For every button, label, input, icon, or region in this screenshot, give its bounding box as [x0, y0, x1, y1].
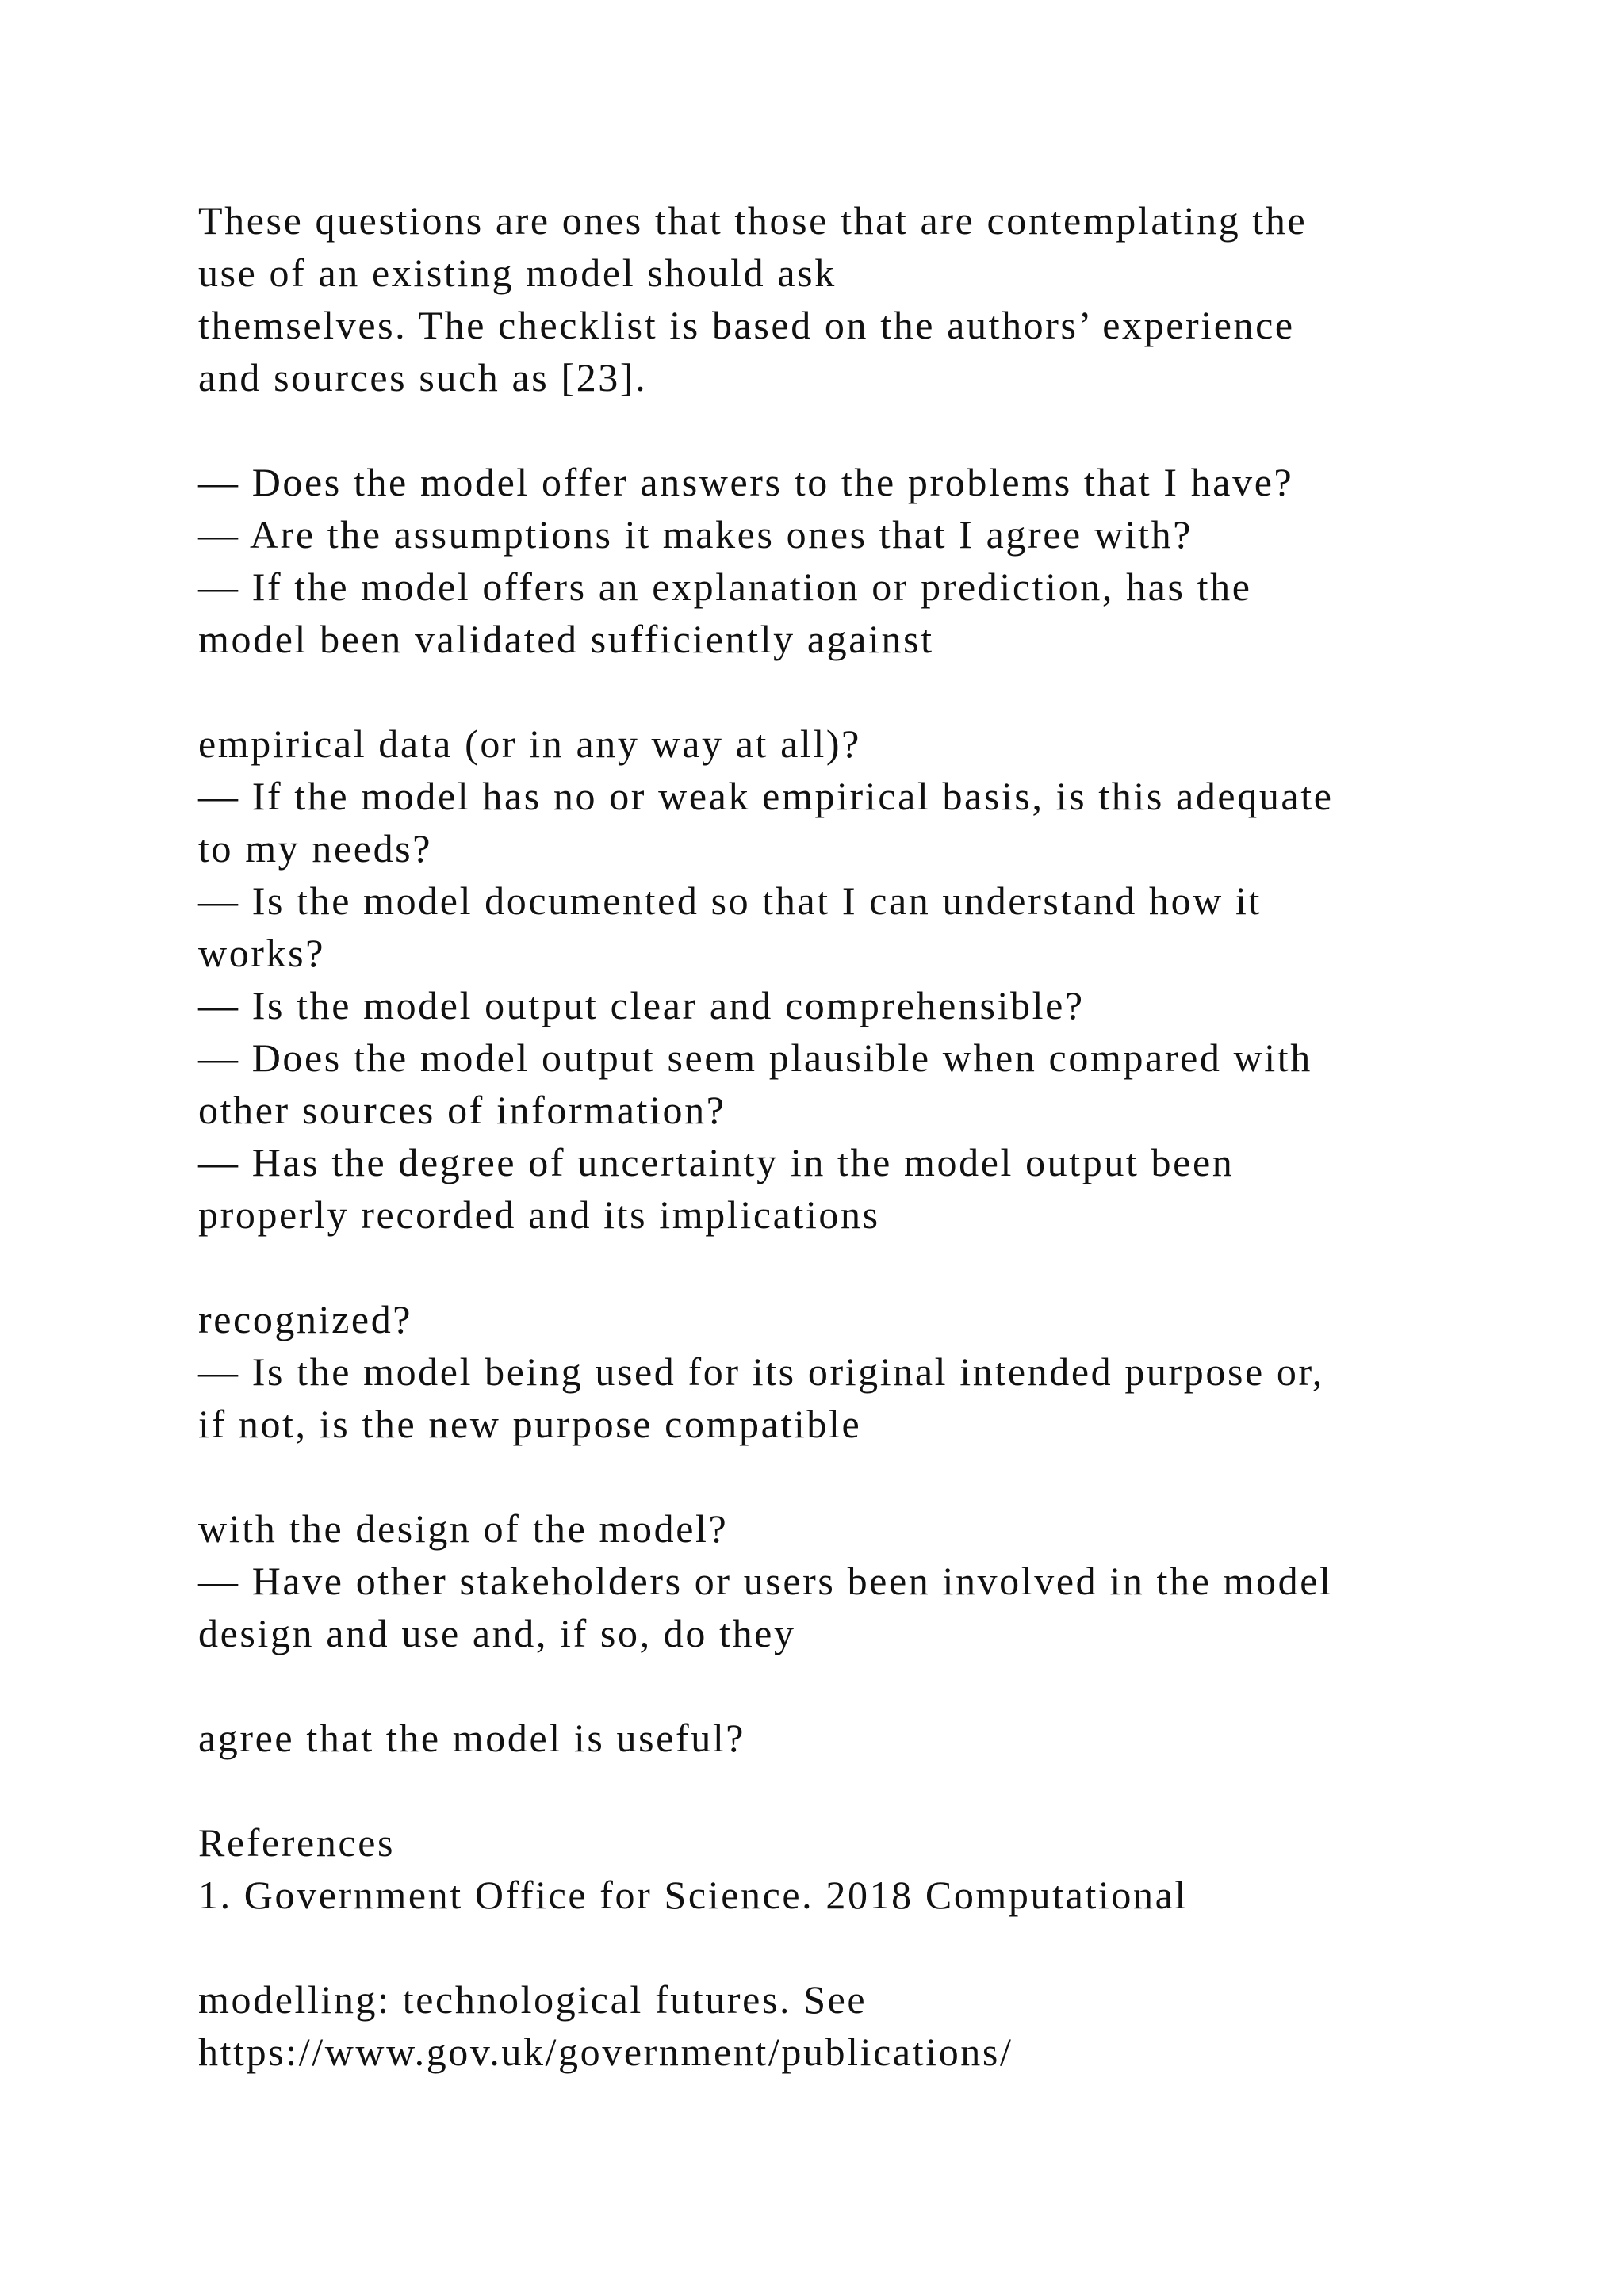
text-line: recognized?: [198, 1297, 413, 1341]
checklist-item: — Has the degree of uncertainty in the model output been: [198, 1140, 1235, 1184]
text-line: themselves. The checklist is based on the authors’ experience: [198, 303, 1295, 347]
reference-entry: modelling: technological futures. See: [198, 1977, 868, 2022]
checklist-item: — Is the model being used for its original intended purpose or,: [198, 1349, 1324, 1394]
checklist-item: — Have other stakeholders or users been involved in the model: [198, 1559, 1333, 1603]
text-line: properly recorded and its implications: [198, 1192, 880, 1237]
reference-url: https://www.gov.uk/government/publications/: [198, 2030, 1013, 2074]
blank-line: [198, 1659, 1467, 1712]
blank-line: [198, 1921, 1467, 1973]
text-line: model been validated sufficiently against: [198, 617, 934, 661]
blank-line: [198, 1450, 1467, 1502]
blank-line: [198, 1764, 1467, 1816]
blank-line: [198, 1241, 1467, 1293]
blank-line: [198, 665, 1467, 718]
blank-line: [198, 404, 1467, 456]
text-line: other sources of information?: [198, 1088, 726, 1132]
checklist-item: — Does the model output seem plausible when compared with: [198, 1035, 1312, 1080]
text-line: design and use and, if so, do they: [198, 1611, 796, 1655]
checklist-item: — Are the assumptions it makes ones that I agree with?: [198, 512, 1193, 557]
document-body: [198, 194, 1467, 2078]
checklist-item: — Is the model output clear and comprehensible?: [198, 983, 1085, 1027]
text-line: with the design of the model?: [198, 1506, 729, 1551]
text-line: agree that the model is useful?: [198, 1716, 746, 1760]
text-line: and sources such as [23].: [198, 355, 648, 400]
text-line: works?: [198, 931, 326, 975]
checklist-item: — If the model offers an explanation or prediction, has the: [198, 564, 1252, 609]
checklist-item: — If the model has no or weak empirical basis, is this adequate: [198, 774, 1334, 818]
reference-entry: 1. Government Office for Science. 2018 Computational: [198, 1873, 1188, 1917]
text-line: empirical data (or in any way at all)?: [198, 721, 861, 766]
checklist-item: — Is the model documented so that I can understand how it: [198, 878, 1262, 923]
text-line: if not, is the new purpose compatible: [198, 1402, 862, 1446]
checklist-item: — Does the model offer answers to the problems that I have?: [198, 460, 1294, 504]
text-line: use of an existing model should ask: [198, 251, 837, 295]
text-line: to my needs?: [198, 826, 433, 871]
text-line: These questions are ones that those that are contemplating the: [198, 198, 1308, 243]
references-heading: References: [198, 1820, 396, 1865]
